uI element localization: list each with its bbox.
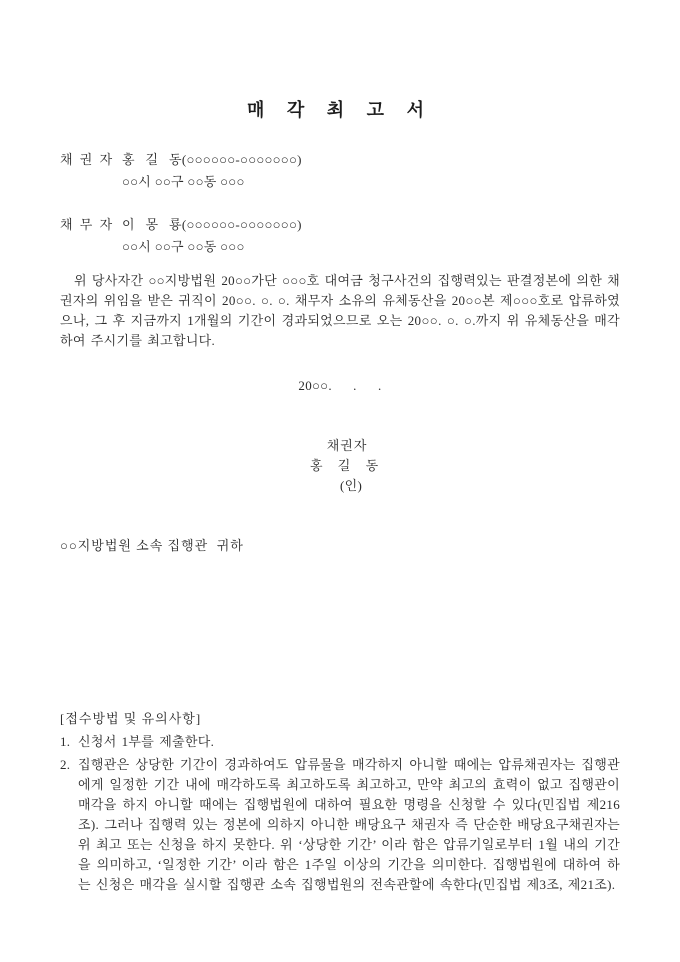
creditor-block bbox=[60, 149, 620, 193]
debtor-role-label: 채 무 자 bbox=[60, 217, 115, 232]
creditor-id-number: (○○○○○○-○○○○○○○) bbox=[181, 152, 302, 167]
debtor-row bbox=[60, 214, 620, 236]
seal-placeholder: (인) bbox=[340, 478, 363, 493]
note-1-text: 신청서 1부를 제출한다. bbox=[78, 734, 215, 749]
creditor-role-label: 채 권 자 bbox=[60, 152, 115, 167]
creditor-address: ○○시 ○○구 ○○동 ○○○ bbox=[122, 174, 245, 189]
signature-line bbox=[60, 416, 620, 516]
note-2-text: 집행관은 상당한 기간이 경과하여도 압류물을 매각하지 아니할 때에는 압류채권자는 집행관에게 일정한 기간 내에 매각하도록 최고하도록 최고하고, 만약 최고의 효력이 없고 집행관이 매각을 하지 아니할 때에는 집행법원에 대하여 필요한 명령을 신청할 수 있다(민집법 제216조). 그러나 집행력 있는 정본에 의하지 아니한 배당요구 채권자 즉 단순한 배당요구채권자는 위 최고 또는 신청을 하지 못한다. 위 ‘상당한 기간’ 이라 함은 압류기일로부터 1월 내의 기간을 의미하고, ‘일정한 기간’ 이라 함은 1주일 이상의 기간을 의미한다. 집행법원에 대하여 하는 신청은 매각을 실시할 집행관 소속 집행법원의 전속관할에 속한다(민집법 제3조, 제21조). bbox=[78, 757, 620, 892]
debtor-block bbox=[60, 214, 620, 258]
document-title: 매 각 최 고 서 bbox=[247, 100, 433, 120]
notes-section bbox=[60, 709, 620, 895]
demand-body-paragraph: 위 당사자간 ○○지방법원 20○○가단 ○○○호 대여금 청구사건의 집행력있는 판결정본에 의한 채권자의 위임을 받은 귀직이 20○○. ○. ○. 채무자 소유의 유체동산을 20○○본 제○○○호로 압류하였으나, 그 후 지금까지 1개월의 기간이 경과되었으므로 오는 20○○. ○. ○.까지 위 유체동산을 매각하여 주시기를 최고합니다. bbox=[60, 273, 620, 348]
note-item-2 bbox=[60, 755, 620, 895]
addressee-line: ○○지방법원 소속 집행관 귀하 bbox=[60, 538, 244, 553]
debtor-id-number: (○○○○○○-○○○○○○○) bbox=[181, 217, 302, 232]
note-2-number: 2. bbox=[60, 757, 71, 772]
note-1-number: 1. bbox=[60, 734, 71, 749]
signature-name: 홍 길 동 bbox=[310, 458, 385, 473]
creditor-name: 홍 길 동 bbox=[122, 152, 182, 167]
debtor-name: 이 몽 룡 bbox=[122, 217, 182, 232]
debtor-address: ○○시 ○○구 ○○동 ○○○ bbox=[122, 239, 245, 254]
date-line: 20○○. . . bbox=[298, 378, 382, 393]
creditor-row bbox=[60, 149, 620, 171]
note-item-1 bbox=[60, 732, 620, 752]
notes-heading: [접수방법 및 유의사항] bbox=[60, 711, 202, 726]
signature-role-label: 채권자 bbox=[326, 438, 368, 453]
spacer bbox=[60, 193, 620, 214]
